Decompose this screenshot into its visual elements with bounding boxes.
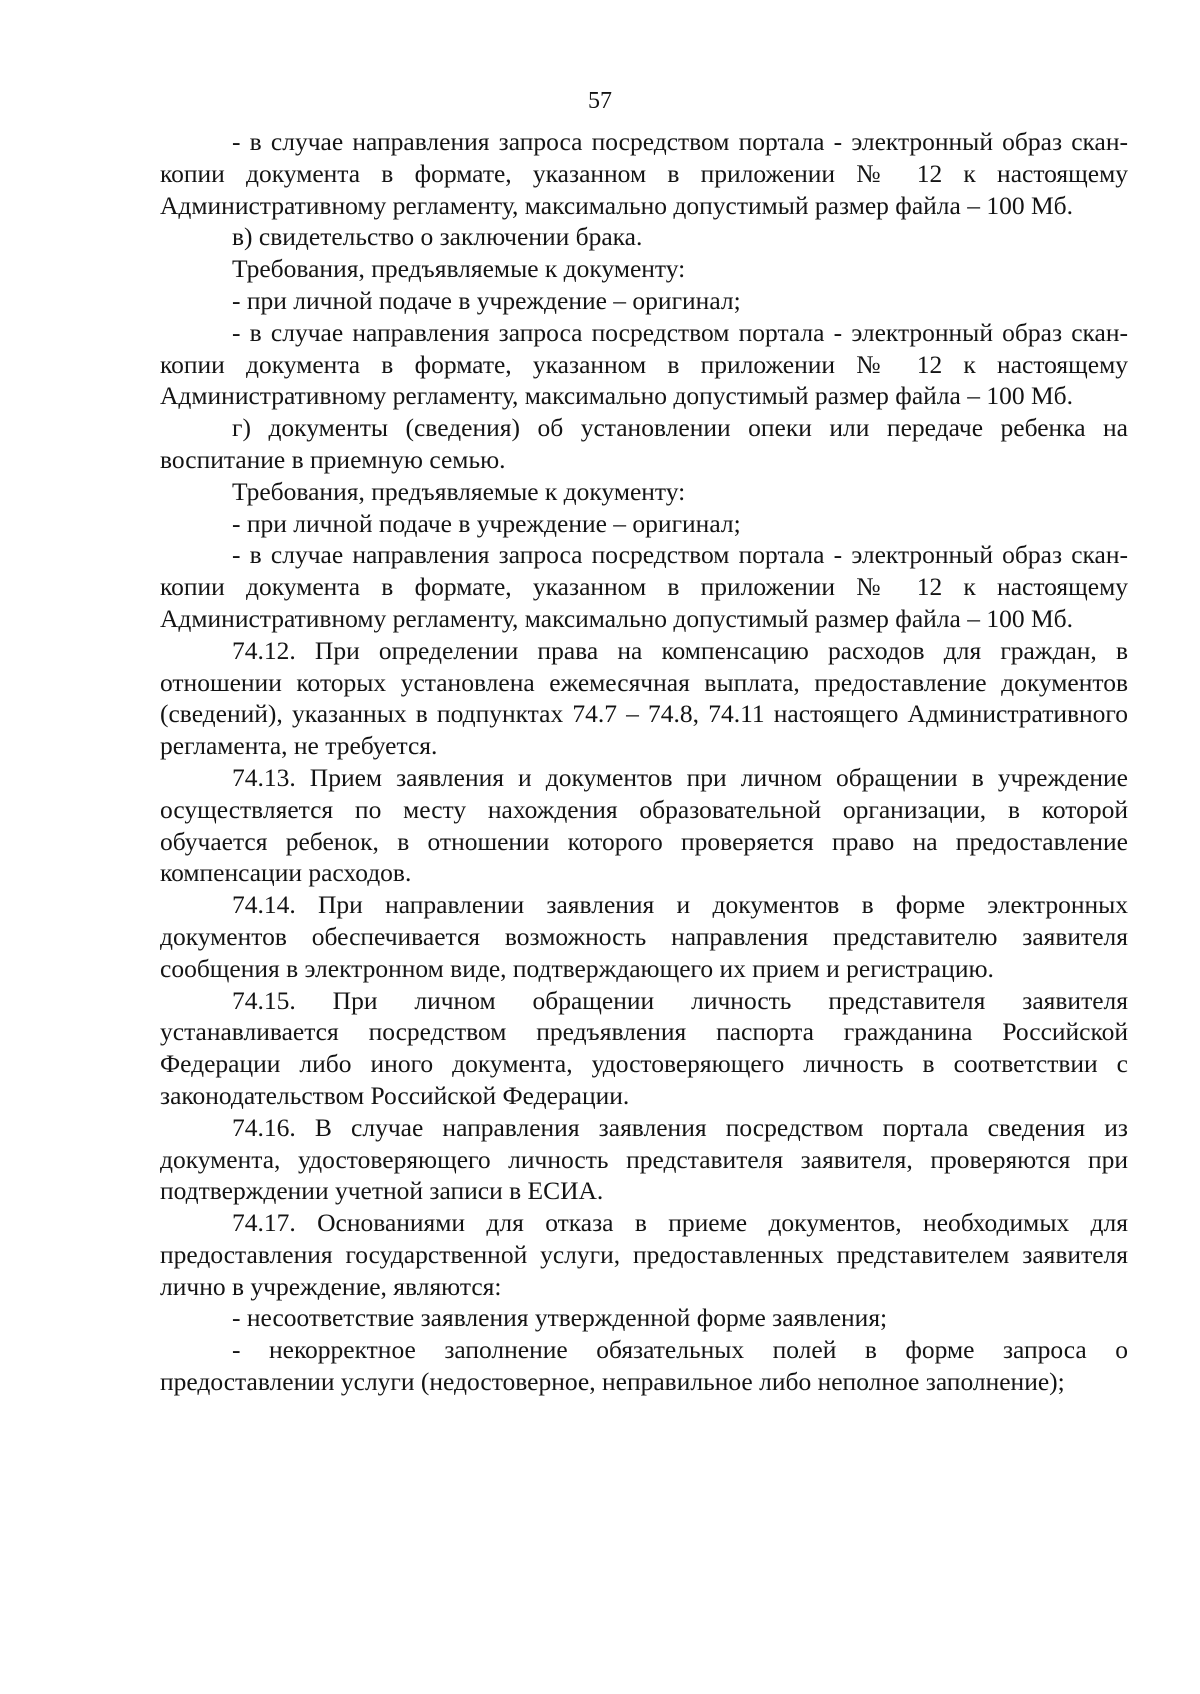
paragraph-74-17: 74.17. Основаниями для отказа в приеме документов, необходимых для предоставления государственной услуги, предоставленных представителем заявителя лично в учреждение, являются: [160,1208,1128,1301]
page-number: 57 [588,88,612,114]
paragraph-74-15: 74.15. При личном обращении личность представителя заявителя устанавливается посредством предъявления паспорта гражданина Российской Федерации либо иного документа, удостоверяющего личность в соответствии с законодательством Российской Федерации. [160,985,1128,1110]
paragraph-requirements-heading-2: Требования, предъявляемые к документу: [232,476,686,506]
paragraph-marriage-certificate: в) свидетельство о заключении брака. [232,222,643,252]
paragraph-74-14: 74.14. При направлении заявления и документов в форме электронных документов обеспечивается возможность направления представителю заявителя сообщения в электронном виде, подтверждающего их прием и регистрацию. [160,890,1128,983]
paragraph-74-13: 74.13. Прием заявления и документов при личном обращении в учреждение осуществляется по месту нахождения образовательной организации, в которой обучается ребенок, в отношении которого проверяется право на предоставление компенсации расходов. [160,762,1128,888]
paragraph-portal-scan-3: - в случае направления запроса посредством портала - электронный образ скан-копии документа в формате, указанном в приложении № 12 к настоящему Административному регламенту, максимально допустимый размер файла – 100 Мб. [160,540,1128,633]
paragraph-portal-scan-2: - в случае направления запроса посредством портала - электронный образ скан-копии документа в формате, указанном в приложении № 12 к настоящему Административному регламенту, максимально допустимый размер файла – 100 Мб. [160,317,1128,411]
document-body [160,126,1128,1398]
paragraph-74-12: 74.12. При определении права на компенсацию расходов для граждан, в отношении которых установлена ежемесячная выплата, предоставление документов (сведений), указанных в подпунктах 74.7 – 74.8, 74.11 настоящего Административного регламента, не требуется. [160,635,1128,761]
paragraph-requirements-heading-1: Требования, предъявляемые к документу: [232,254,686,284]
paragraph-refusal-form-mismatch: - несоответствие заявления утвержденной форме заявления; [232,1303,888,1333]
paragraph-personal-original-1: - при личной подаче в учреждение – оригинал; [232,285,741,315]
paragraph-74-16: 74.16. В случае направления заявления посредством портала сведения из документа, удостоверяющего личность представителя заявителя, проверяются при подтверждении учетной записи в ЕСИА. [160,1112,1128,1206]
paragraph-refusal-incorrect-fields: - некорректное заполнение обязательных полей в форме запроса о предоставлении услуги (недостоверное, неправильное либо неполное заполнение); [160,1335,1128,1397]
paragraph-personal-original-2: - при личной подаче в учреждение – оригинал; [232,508,741,538]
paragraph-portal-scan-1: - в случае направления запроса посредством портала - электронный образ скан-копии документа в формате, указанном в приложении № 12 к настоящему Административному регламенту, максимально допустимый размер файла – 100 Мб. [160,127,1128,220]
paragraph-guardianship-documents: г) документы (сведения) об установлении опеки или передаче ребенка на воспитание в приемную семью. [160,413,1128,474]
